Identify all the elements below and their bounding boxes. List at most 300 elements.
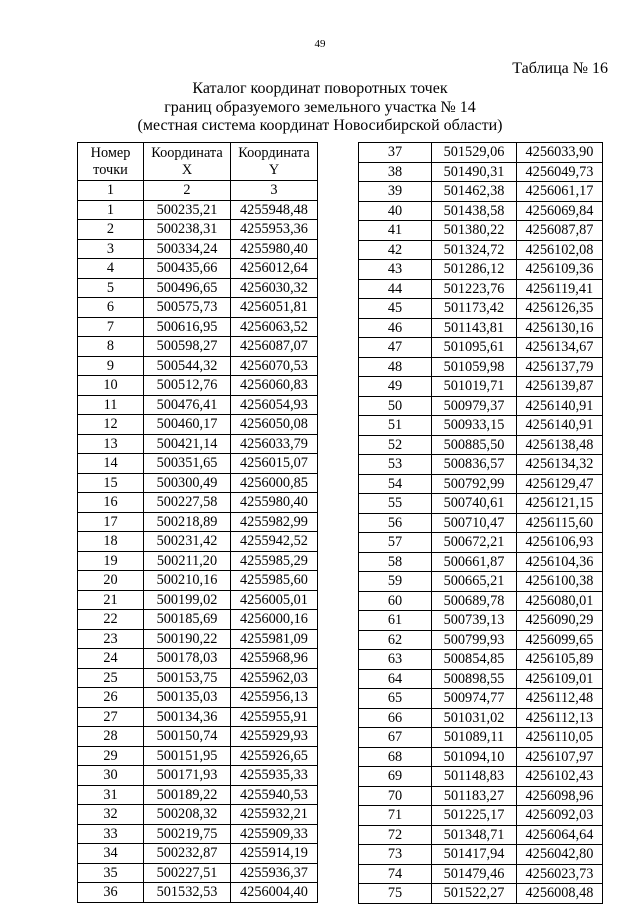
coordinate-x-cell: 500544,32 — [144, 356, 231, 376]
coordinate-x-cell: 501490,31 — [432, 162, 517, 182]
table-row — [359, 494, 603, 514]
coordinate-x-cell: 500178,03 — [144, 649, 231, 669]
title-line-3: (местная система координат Новосибирской области) — [137, 117, 503, 134]
point-number-cell: 48 — [359, 357, 432, 377]
table-title — [0, 80, 640, 136]
coordinate-x-cell: 500208,32 — [144, 805, 231, 825]
coordinate-y-cell: 4256005,01 — [231, 590, 318, 610]
point-number-cell: 13 — [78, 434, 144, 454]
table-row — [78, 727, 318, 747]
point-number-cell: 37 — [359, 143, 432, 163]
point-number-cell: 58 — [359, 552, 432, 572]
point-number-cell: 67 — [359, 728, 432, 748]
coordinate-y-cell: 4256087,07 — [231, 337, 318, 357]
coordinate-y-cell: 4256109,01 — [517, 669, 603, 689]
coordinate-y-cell: 4256119,41 — [517, 279, 603, 299]
coordinate-y-cell: 4256115,60 — [517, 513, 603, 533]
table-row — [78, 239, 318, 259]
table-row — [359, 650, 603, 670]
point-number-cell: 22 — [78, 610, 144, 630]
point-number-cell: 71 — [359, 806, 432, 826]
table-row — [359, 533, 603, 553]
table-row — [78, 434, 318, 454]
coordinate-y-cell: 4255914,19 — [231, 844, 318, 864]
coordinate-x-cell: 500190,22 — [144, 629, 231, 649]
table-row — [359, 474, 603, 494]
coordinate-x-cell: 501148,83 — [432, 767, 517, 787]
coordinate-x-cell: 501529,06 — [432, 143, 517, 163]
coordinate-x-cell: 500218,89 — [144, 512, 231, 532]
coordinate-x-cell: 501019,71 — [432, 377, 517, 397]
coordinate-y-cell: 4256100,38 — [517, 572, 603, 592]
table-row — [359, 513, 603, 533]
coordinate-y-cell: 4256098,96 — [517, 786, 603, 806]
coordinate-y-cell: 4256130,16 — [517, 318, 603, 338]
point-number-cell: 51 — [359, 416, 432, 436]
coordinate-x-cell: 500227,58 — [144, 493, 231, 513]
point-number-cell: 5 — [78, 278, 144, 298]
table-row — [78, 376, 318, 396]
page-number: 49 — [314, 38, 326, 50]
coordinate-x-cell: 500227,51 — [144, 863, 231, 883]
table-row — [359, 455, 603, 475]
coordinate-x-cell: 500885,50 — [432, 435, 517, 455]
coordinate-x-cell: 501286,12 — [432, 260, 517, 280]
coordinate-x-cell: 500792,99 — [432, 474, 517, 494]
coordinate-y-cell: 4256050,08 — [231, 415, 318, 435]
point-number-cell: 16 — [78, 493, 144, 513]
point-number-cell: 61 — [359, 611, 432, 631]
coordinate-x-cell: 501059,98 — [432, 357, 517, 377]
table-row — [359, 689, 603, 709]
coordinate-x-cell: 500979,37 — [432, 396, 517, 416]
table-row — [78, 668, 318, 688]
coordinate-y-cell: 4256137,79 — [517, 357, 603, 377]
table-row — [78, 688, 318, 708]
point-number-cell: 26 — [78, 688, 144, 708]
table-row — [359, 669, 603, 689]
coordinate-y-cell: 4255980,40 — [231, 239, 318, 259]
coordinate-y-cell: 4255985,29 — [231, 551, 318, 571]
point-number-cell: 40 — [359, 201, 432, 221]
coordinate-y-cell: 4255962,03 — [231, 668, 318, 688]
coordinate-y-cell: 4256102,43 — [517, 767, 603, 787]
coordinate-y-cell: 4255955,91 — [231, 707, 318, 727]
table-row — [359, 182, 603, 202]
point-number-cell: 62 — [359, 630, 432, 650]
point-number-cell: 50 — [359, 396, 432, 416]
title-line-2: границ образуемого земельного участка № 14 — [164, 98, 476, 116]
point-number-cell: 30 — [78, 766, 144, 786]
table-row — [359, 611, 603, 631]
coordinate-x-cell: 500238,31 — [144, 220, 231, 240]
point-number-cell: 52 — [359, 435, 432, 455]
table-row — [359, 221, 603, 241]
point-number-cell: 70 — [359, 786, 432, 806]
coordinate-y-cell: 4256030,32 — [231, 278, 318, 298]
point-number-cell: 49 — [359, 377, 432, 397]
table-row — [359, 279, 603, 299]
coordinate-y-cell: 4255940,53 — [231, 785, 318, 805]
coordinate-x-cell: 500334,24 — [144, 239, 231, 259]
coordinate-y-cell: 4256064,64 — [517, 825, 603, 845]
table-row — [78, 259, 318, 279]
coordinate-x-cell: 500153,75 — [144, 668, 231, 688]
coordinate-x-cell: 501348,71 — [432, 825, 517, 845]
point-number-cell: 14 — [78, 454, 144, 474]
coordinate-x-cell: 500189,22 — [144, 785, 231, 805]
coordinates-table-right — [358, 142, 603, 904]
coordinate-x-cell: 501324,72 — [432, 240, 517, 260]
coordinate-y-cell: 4256061,17 — [517, 182, 603, 202]
point-number-cell: 6 — [78, 298, 144, 318]
title-line-1: Каталог координат поворотных точек — [192, 80, 448, 97]
coordinate-y-cell: 4256080,01 — [517, 591, 603, 611]
point-number-cell: 35 — [78, 863, 144, 883]
coordinate-x-cell: 500661,87 — [432, 552, 517, 572]
coordinate-y-cell: 4256099,65 — [517, 630, 603, 650]
coordinates-table-left — [77, 142, 318, 903]
coordinate-x-cell: 500665,21 — [432, 572, 517, 592]
coordinate-x-cell: 500171,93 — [144, 766, 231, 786]
table-row — [359, 338, 603, 358]
coordinate-y-cell: 4256106,93 — [517, 533, 603, 553]
coordinate-x-cell: 500854,85 — [432, 650, 517, 670]
column-index-row — [78, 181, 318, 201]
point-number-cell: 38 — [359, 162, 432, 182]
coordinate-x-cell: 500672,21 — [432, 533, 517, 553]
coordinate-y-cell: 4255956,13 — [231, 688, 318, 708]
point-number-cell: 36 — [78, 883, 144, 903]
point-number-cell: 25 — [78, 668, 144, 688]
coordinate-y-cell: 4256134,67 — [517, 338, 603, 358]
coordinate-x-cell: 501532,53 — [144, 883, 231, 903]
coordinate-x-cell: 501417,94 — [432, 845, 517, 865]
coordinate-x-cell: 501183,27 — [432, 786, 517, 806]
point-number-cell: 32 — [78, 805, 144, 825]
column-index-cell: 3 — [231, 181, 318, 201]
coordinate-y-cell: 4255985,60 — [231, 571, 318, 591]
coordinate-x-cell: 501089,11 — [432, 728, 517, 748]
table-row — [359, 318, 603, 338]
coordinate-x-cell: 501522,27 — [432, 884, 517, 904]
table-row — [359, 806, 603, 826]
table-row — [78, 200, 318, 220]
point-number-cell: 65 — [359, 689, 432, 709]
coordinate-y-cell: 4255981,09 — [231, 629, 318, 649]
column-index-cell: 2 — [144, 181, 231, 201]
coordinate-y-cell: 4256138,48 — [517, 435, 603, 455]
coordinate-y-cell: 4256110,05 — [517, 728, 603, 748]
point-number-cell: 24 — [78, 649, 144, 669]
coordinate-y-cell: 4255935,33 — [231, 766, 318, 786]
point-number-cell: 73 — [359, 845, 432, 865]
coordinate-x-cell: 500435,66 — [144, 259, 231, 279]
coordinate-x-cell: 500598,27 — [144, 337, 231, 357]
table-row — [78, 707, 318, 727]
point-number-cell: 29 — [78, 746, 144, 766]
point-number-cell: 39 — [359, 182, 432, 202]
table-row — [359, 864, 603, 884]
coordinate-y-cell: 4256051,81 — [231, 298, 318, 318]
table-row — [78, 493, 318, 513]
coordinate-x-cell: 500135,03 — [144, 688, 231, 708]
coordinate-y-cell: 4256092,03 — [517, 806, 603, 826]
coordinate-y-cell: 4256121,15 — [517, 494, 603, 514]
table-row — [78, 512, 318, 532]
coordinate-y-cell: 4255968,96 — [231, 649, 318, 669]
table-row — [78, 532, 318, 552]
header-coordinate-y: Координата Y — [231, 143, 318, 181]
coordinate-x-cell: 500231,42 — [144, 532, 231, 552]
table-row — [359, 572, 603, 592]
coordinate-x-cell: 501094,10 — [432, 747, 517, 767]
point-number-cell: 34 — [78, 844, 144, 864]
point-number-cell: 8 — [78, 337, 144, 357]
coordinate-y-cell: 4256102,08 — [517, 240, 603, 260]
coordinate-y-cell: 4255926,65 — [231, 746, 318, 766]
coordinate-y-cell: 4256087,87 — [517, 221, 603, 241]
table-row — [78, 551, 318, 571]
table-row — [359, 260, 603, 280]
point-number-cell: 68 — [359, 747, 432, 767]
coordinate-y-cell: 4256139,87 — [517, 377, 603, 397]
coordinate-x-cell: 500134,36 — [144, 707, 231, 727]
coordinate-y-cell: 4255942,52 — [231, 532, 318, 552]
point-number-cell: 69 — [359, 767, 432, 787]
coordinate-y-cell: 4256104,36 — [517, 552, 603, 572]
coordinate-y-cell: 4256008,48 — [517, 884, 603, 904]
point-number-cell: 1 — [78, 200, 144, 220]
coordinate-y-cell: 4256140,91 — [517, 416, 603, 436]
table-row — [359, 143, 603, 163]
coordinate-x-cell: 500232,87 — [144, 844, 231, 864]
coordinate-x-cell: 501462,38 — [432, 182, 517, 202]
table-row — [78, 863, 318, 883]
coordinate-y-cell: 4256112,48 — [517, 689, 603, 709]
coordinate-y-cell: 4256070,53 — [231, 356, 318, 376]
coordinate-x-cell: 500933,15 — [432, 416, 517, 436]
table-row — [359, 825, 603, 845]
coordinate-y-cell: 4255909,33 — [231, 824, 318, 844]
table-row — [78, 824, 318, 844]
coordinate-x-cell: 500300,49 — [144, 473, 231, 493]
coordinate-y-cell: 4256060,83 — [231, 376, 318, 396]
coordinate-y-cell: 4255982,99 — [231, 512, 318, 532]
coordinate-y-cell: 4255953,36 — [231, 220, 318, 240]
table-row — [359, 377, 603, 397]
coordinate-x-cell: 500836,57 — [432, 455, 517, 475]
coordinate-y-cell: 4256107,97 — [517, 747, 603, 767]
point-number-cell: 19 — [78, 551, 144, 571]
table-row — [78, 844, 318, 864]
point-number-cell: 20 — [78, 571, 144, 591]
left-table-body — [78, 200, 318, 902]
table-row — [359, 630, 603, 650]
coordinate-x-cell: 500351,65 — [144, 454, 231, 474]
table-row — [78, 298, 318, 318]
point-number-cell: 33 — [78, 824, 144, 844]
coordinate-y-cell: 4256023,73 — [517, 864, 603, 884]
table-row — [359, 435, 603, 455]
coordinate-x-cell: 501095,61 — [432, 338, 517, 358]
coordinate-y-cell: 4255948,48 — [231, 200, 318, 220]
coordinate-y-cell: 4256049,73 — [517, 162, 603, 182]
point-number-cell: 45 — [359, 299, 432, 319]
point-number-cell: 63 — [359, 650, 432, 670]
coordinate-x-cell: 500496,65 — [144, 278, 231, 298]
table-row — [359, 786, 603, 806]
table-row — [78, 649, 318, 669]
coordinate-x-cell: 500151,95 — [144, 746, 231, 766]
point-number-cell: 4 — [78, 259, 144, 279]
coordinate-x-cell: 500898,55 — [432, 669, 517, 689]
coordinate-y-cell: 4255932,21 — [231, 805, 318, 825]
table-row — [78, 746, 318, 766]
coordinate-x-cell: 500476,41 — [144, 395, 231, 415]
table-row — [78, 473, 318, 493]
coordinate-y-cell: 4256140,91 — [517, 396, 603, 416]
table-row — [78, 571, 318, 591]
coordinate-y-cell: 4256033,90 — [517, 143, 603, 163]
coordinate-x-cell: 500219,75 — [144, 824, 231, 844]
point-number-cell: 57 — [359, 533, 432, 553]
point-number-cell: 59 — [359, 572, 432, 592]
header-row — [78, 143, 318, 181]
coordinate-x-cell: 500799,93 — [432, 630, 517, 650]
table-row — [359, 201, 603, 221]
coordinate-x-cell: 500616,95 — [144, 317, 231, 337]
coordinate-y-cell: 4256012,64 — [231, 259, 318, 279]
point-number-cell: 28 — [78, 727, 144, 747]
table-row — [78, 766, 318, 786]
table-row — [78, 317, 318, 337]
coordinate-x-cell: 500421,14 — [144, 434, 231, 454]
coordinate-y-cell: 4256004,40 — [231, 883, 318, 903]
point-number-cell: 56 — [359, 513, 432, 533]
table-row — [78, 785, 318, 805]
coordinate-x-cell: 500211,20 — [144, 551, 231, 571]
coordinate-y-cell: 4256134,32 — [517, 455, 603, 475]
point-number-cell: 41 — [359, 221, 432, 241]
coordinate-y-cell: 4255929,93 — [231, 727, 318, 747]
table-row — [78, 805, 318, 825]
table-row — [359, 884, 603, 904]
table-row — [359, 728, 603, 748]
coordinate-y-cell: 4256112,13 — [517, 708, 603, 728]
coordinate-y-cell: 4256129,47 — [517, 474, 603, 494]
table-row — [78, 356, 318, 376]
coordinate-x-cell: 501031,02 — [432, 708, 517, 728]
table-row — [78, 590, 318, 610]
coordinate-y-cell: 4256054,93 — [231, 395, 318, 415]
table-row — [359, 416, 603, 436]
coordinate-y-cell: 4255936,37 — [231, 863, 318, 883]
coordinate-y-cell: 4256015,07 — [231, 454, 318, 474]
point-number-cell: 27 — [78, 707, 144, 727]
coordinate-x-cell: 500235,21 — [144, 200, 231, 220]
point-number-cell: 75 — [359, 884, 432, 904]
coordinate-y-cell: 4256033,79 — [231, 434, 318, 454]
coordinate-x-cell: 501479,46 — [432, 864, 517, 884]
coordinate-x-cell: 500739,13 — [432, 611, 517, 631]
table-row — [78, 395, 318, 415]
point-number-cell: 11 — [78, 395, 144, 415]
coordinate-x-cell: 500575,73 — [144, 298, 231, 318]
point-number-cell: 53 — [359, 455, 432, 475]
coordinate-x-cell: 500460,17 — [144, 415, 231, 435]
table-row — [359, 708, 603, 728]
table-row — [78, 415, 318, 435]
point-number-cell: 74 — [359, 864, 432, 884]
point-number-cell: 10 — [78, 376, 144, 396]
table-row — [359, 299, 603, 319]
table-row — [359, 552, 603, 572]
coordinate-y-cell: 4256063,52 — [231, 317, 318, 337]
point-number-cell: 42 — [359, 240, 432, 260]
coordinate-x-cell: 501380,22 — [432, 221, 517, 241]
point-number-cell: 7 — [78, 317, 144, 337]
coordinate-y-cell: 4256000,85 — [231, 473, 318, 493]
coordinate-x-cell: 500512,76 — [144, 376, 231, 396]
point-number-cell: 17 — [78, 512, 144, 532]
point-number-cell: 54 — [359, 474, 432, 494]
point-number-cell: 44 — [359, 279, 432, 299]
coordinate-y-cell: 4256069,84 — [517, 201, 603, 221]
point-number-cell: 15 — [78, 473, 144, 493]
coordinate-y-cell: 4256126,35 — [517, 299, 603, 319]
coordinate-y-cell: 4256109,36 — [517, 260, 603, 280]
table-row — [359, 747, 603, 767]
point-number-cell: 2 — [78, 220, 144, 240]
point-number-cell: 21 — [78, 590, 144, 610]
coordinate-x-cell: 500150,74 — [144, 727, 231, 747]
coordinate-y-cell: 4256042,80 — [517, 845, 603, 865]
coordinate-x-cell: 500185,69 — [144, 610, 231, 630]
coordinate-y-cell: 4255980,40 — [231, 493, 318, 513]
table-row — [78, 337, 318, 357]
coordinate-y-cell: 4256000,16 — [231, 610, 318, 630]
point-number-cell: 3 — [78, 239, 144, 259]
column-index-cell: 1 — [78, 181, 144, 201]
table-row — [78, 278, 318, 298]
coordinate-y-cell: 4256105,89 — [517, 650, 603, 670]
coordinate-x-cell: 500199,02 — [144, 590, 231, 610]
coordinate-x-cell: 501143,81 — [432, 318, 517, 338]
coordinate-y-cell: 4256090,29 — [517, 611, 603, 631]
point-number-cell: 66 — [359, 708, 432, 728]
table-row — [359, 396, 603, 416]
table-row — [78, 883, 318, 903]
header-coordinate-x: Координата X — [144, 143, 231, 181]
table-row — [359, 591, 603, 611]
table-row — [359, 767, 603, 787]
coordinate-x-cell: 501173,42 — [432, 299, 517, 319]
point-number-cell: 18 — [78, 532, 144, 552]
coordinate-x-cell: 500710,47 — [432, 513, 517, 533]
coordinate-x-cell: 500740,61 — [432, 494, 517, 514]
table-row — [78, 629, 318, 649]
coordinate-x-cell: 501438,58 — [432, 201, 517, 221]
coordinate-x-cell: 501225,17 — [432, 806, 517, 826]
table-label: Таблица № 16 — [512, 60, 608, 77]
point-number-cell: 64 — [359, 669, 432, 689]
point-number-cell: 72 — [359, 825, 432, 845]
table-row — [359, 845, 603, 865]
table-row — [78, 454, 318, 474]
table-row — [78, 610, 318, 630]
point-number-cell: 31 — [78, 785, 144, 805]
